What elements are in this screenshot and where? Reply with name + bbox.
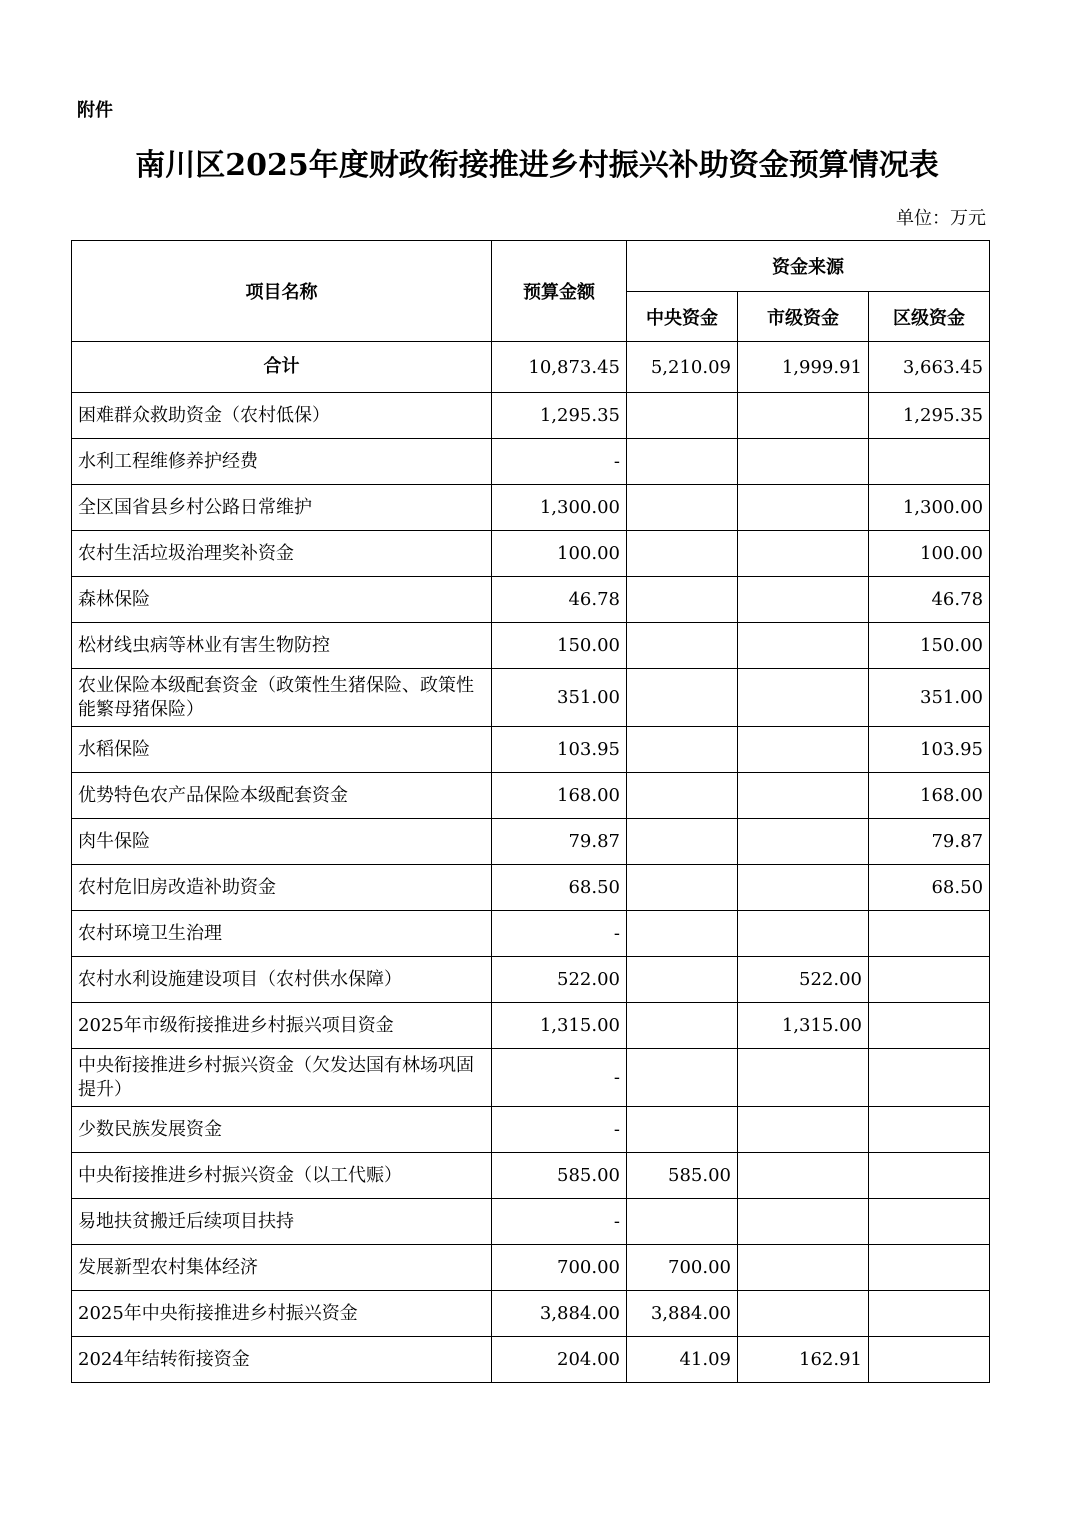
district-cell: 68.50 [869, 865, 990, 911]
municipal-cell [738, 865, 869, 911]
table-row [72, 1107, 990, 1153]
table-row [72, 623, 990, 669]
project-name-cell: 困难群众救助资金（农村低保） [72, 393, 492, 439]
header-project-name: 项目名称 [72, 241, 492, 342]
central-cell [627, 485, 738, 531]
budget-cell: 103.95 [492, 727, 627, 773]
budget-cell: 522.00 [492, 957, 627, 1003]
central-cell [627, 1049, 738, 1107]
municipal-cell [738, 623, 869, 669]
district-cell [869, 1291, 990, 1337]
header-budget-amount: 预算金额 [492, 241, 627, 342]
project-name-cell: 水利工程维修养护经费 [72, 439, 492, 485]
budget-cell: - [492, 911, 627, 957]
district-cell [869, 1107, 990, 1153]
budget-cell: 68.50 [492, 865, 627, 911]
budget-cell: 46.78 [492, 577, 627, 623]
budget-cell: 3,884.00 [492, 1291, 627, 1337]
municipal-cell [738, 773, 869, 819]
budget-cell: 1,315.00 [492, 1003, 627, 1049]
municipal-cell [738, 393, 869, 439]
central-cell [627, 1003, 738, 1049]
central-cell [627, 865, 738, 911]
municipal-cell [738, 577, 869, 623]
district-cell [869, 1003, 990, 1049]
municipal-cell: 162.91 [738, 1337, 869, 1383]
municipal-cell [738, 819, 869, 865]
district-cell: 168.00 [869, 773, 990, 819]
table-row [72, 865, 990, 911]
attachment-label: 附件 [77, 100, 113, 121]
table-row [72, 1337, 990, 1383]
total-row [72, 342, 990, 393]
unit-label: 单位：万元 [896, 208, 986, 229]
table-row [72, 1153, 990, 1199]
table-row [72, 1245, 990, 1291]
central-cell: 700.00 [627, 1245, 738, 1291]
district-cell: 1,295.35 [869, 393, 990, 439]
table-row [72, 1199, 990, 1245]
project-name-cell: 2025年市级衔接推进乡村振兴项目资金 [72, 1003, 492, 1049]
project-name-cell: 全区国省县乡村公路日常维护 [72, 485, 492, 531]
central-cell [627, 439, 738, 485]
project-name-cell: 农村危旧房改造补助资金 [72, 865, 492, 911]
municipal-cell: 522.00 [738, 957, 869, 1003]
budget-cell: 351.00 [492, 669, 627, 727]
table-row [72, 669, 990, 727]
central-cell [627, 531, 738, 577]
project-name-cell: 农村生活垃圾治理奖补资金 [72, 531, 492, 577]
project-name-cell: 发展新型农村集体经济 [72, 1245, 492, 1291]
project-name-cell: 2025年中央衔接推进乡村振兴资金 [72, 1291, 492, 1337]
district-cell [869, 1245, 990, 1291]
header-funding-source: 资金来源 [627, 241, 990, 292]
municipal-cell [738, 1107, 869, 1153]
table-row [72, 819, 990, 865]
project-name-cell: 2024年结转衔接资金 [72, 1337, 492, 1383]
central-cell [627, 819, 738, 865]
district-cell: 46.78 [869, 577, 990, 623]
municipal-cell [738, 727, 869, 773]
total-central: 5,210.09 [627, 342, 738, 393]
municipal-cell [738, 1291, 869, 1337]
municipal-cell [738, 439, 869, 485]
table-row [72, 485, 990, 531]
central-cell: 3,884.00 [627, 1291, 738, 1337]
central-cell [627, 1199, 738, 1245]
table-row [72, 1003, 990, 1049]
central-cell: 585.00 [627, 1153, 738, 1199]
project-name-cell: 农业保险本级配套资金（政策性生猪保险、政策性能繁母猪保险） [72, 669, 492, 727]
project-name-cell: 中央衔接推进乡村振兴资金（欠发达国有林场巩固提升） [72, 1049, 492, 1107]
table-row [72, 957, 990, 1003]
district-cell [869, 1199, 990, 1245]
district-cell: 1,300.00 [869, 485, 990, 531]
budget-cell: - [492, 439, 627, 485]
project-name-cell: 少数民族发展资金 [72, 1107, 492, 1153]
table-row [72, 727, 990, 773]
municipal-cell: 1,315.00 [738, 1003, 869, 1049]
municipal-cell [738, 531, 869, 577]
total-label: 合计 [72, 342, 492, 393]
project-name-cell: 松材线虫病等林业有害生物防控 [72, 623, 492, 669]
central-cell [627, 577, 738, 623]
project-name-cell: 森林保险 [72, 577, 492, 623]
total-district: 3,663.45 [869, 342, 990, 393]
municipal-cell [738, 669, 869, 727]
table-row [72, 577, 990, 623]
district-cell [869, 439, 990, 485]
budget-table [71, 240, 990, 1383]
central-cell [627, 911, 738, 957]
table-row [72, 911, 990, 957]
project-name-cell: 农村环境卫生治理 [72, 911, 492, 957]
municipal-cell [738, 485, 869, 531]
budget-cell: 700.00 [492, 1245, 627, 1291]
project-name-cell: 水稻保险 [72, 727, 492, 773]
total-municipal: 1,999.91 [738, 342, 869, 393]
project-name-cell: 肉牛保险 [72, 819, 492, 865]
district-cell: 351.00 [869, 669, 990, 727]
district-cell: 150.00 [869, 623, 990, 669]
table-row [72, 1291, 990, 1337]
municipal-cell [738, 911, 869, 957]
district-cell [869, 911, 990, 957]
project-name-cell: 中央衔接推进乡村振兴资金（以工代赈） [72, 1153, 492, 1199]
budget-cell: 1,300.00 [492, 485, 627, 531]
district-cell: 79.87 [869, 819, 990, 865]
budget-cell: 1,295.35 [492, 393, 627, 439]
header-district: 区级资金 [869, 292, 990, 342]
central-cell [627, 957, 738, 1003]
municipal-cell [738, 1153, 869, 1199]
table-row [72, 1049, 990, 1107]
budget-cell: 100.00 [492, 531, 627, 577]
municipal-cell [738, 1049, 869, 1107]
header-central: 中央资金 [627, 292, 738, 342]
central-cell [627, 1107, 738, 1153]
central-cell [627, 623, 738, 669]
budget-cell: 168.00 [492, 773, 627, 819]
page-title: 南川区2025年度财政衔接推进乡村振兴补助资金预算情况表 [135, 148, 939, 183]
municipal-cell [738, 1245, 869, 1291]
project-name-cell: 优势特色农产品保险本级配套资金 [72, 773, 492, 819]
budget-cell: 79.87 [492, 819, 627, 865]
municipal-cell [738, 1199, 869, 1245]
table-row [72, 393, 990, 439]
district-cell: 100.00 [869, 531, 990, 577]
district-cell [869, 1049, 990, 1107]
budget-cell: 585.00 [492, 1153, 627, 1199]
table-row [72, 773, 990, 819]
project-name-cell: 农村水利设施建设项目（农村供水保障） [72, 957, 492, 1003]
district-cell [869, 1337, 990, 1383]
table-row [72, 531, 990, 577]
central-cell: 41.09 [627, 1337, 738, 1383]
budget-cell: 204.00 [492, 1337, 627, 1383]
central-cell [627, 669, 738, 727]
budget-cell: - [492, 1107, 627, 1153]
district-cell [869, 957, 990, 1003]
district-cell [869, 1153, 990, 1199]
table-row [72, 439, 990, 485]
district-cell: 103.95 [869, 727, 990, 773]
central-cell [627, 393, 738, 439]
budget-cell: - [492, 1199, 627, 1245]
budget-cell: 150.00 [492, 623, 627, 669]
central-cell [627, 773, 738, 819]
budget-cell: - [492, 1049, 627, 1107]
header-municipal: 市级资金 [738, 292, 869, 342]
central-cell [627, 727, 738, 773]
total-budget: 10,873.45 [492, 342, 627, 393]
project-name-cell: 易地扶贫搬迁后续项目扶持 [72, 1199, 492, 1245]
